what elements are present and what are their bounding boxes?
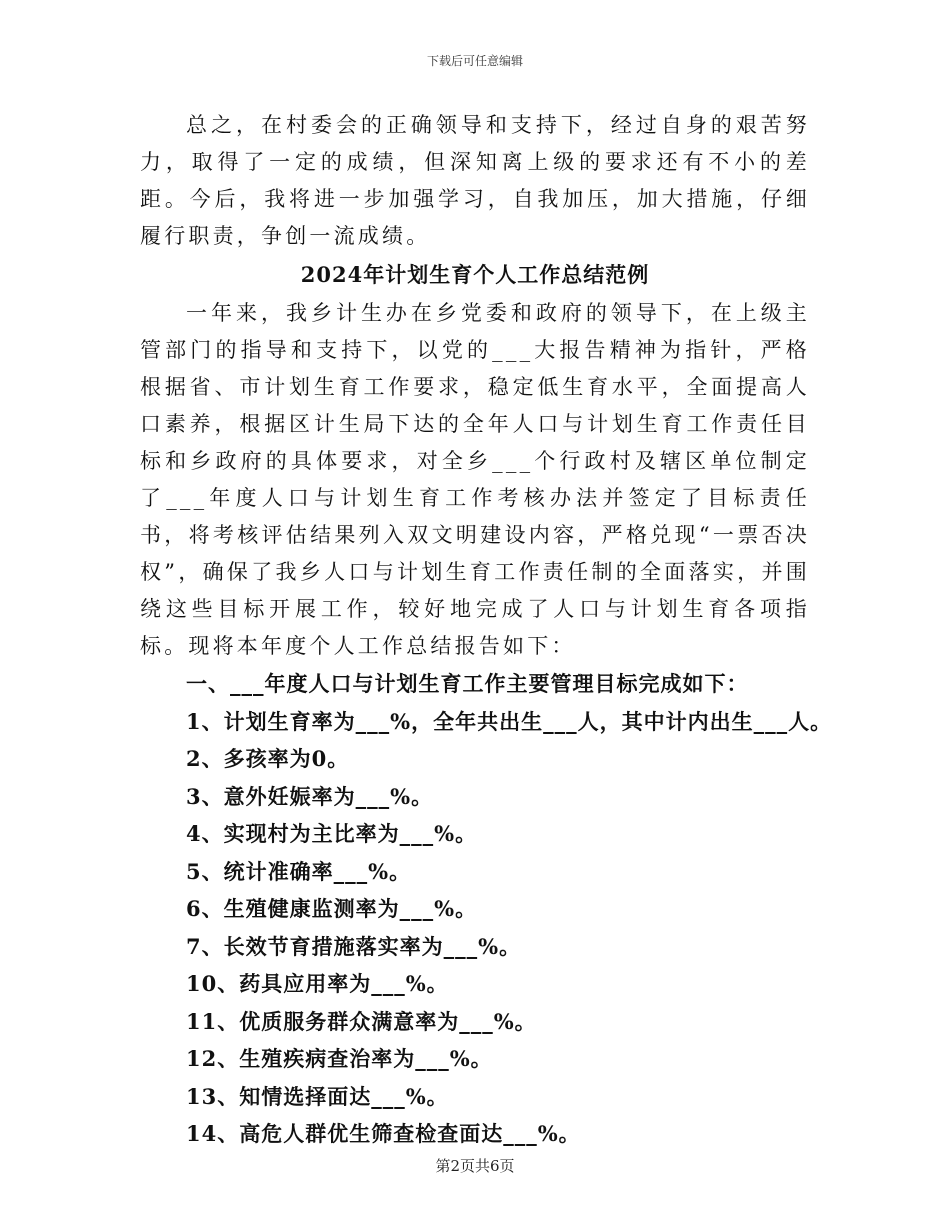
list-item: 10、药具应用率为___%。 <box>186 971 449 996</box>
document-title: 2024年计划生育个人工作总结范例 <box>300 262 650 287</box>
list-item: 4、实现村为主比率为___%。 <box>186 821 478 846</box>
list-item: 1、计划生育率为___%，全年共出生___人，其中计内出生___人。 <box>186 708 833 734</box>
list-item: 2、多孩率为0。 <box>186 746 350 771</box>
intro-paragraph: 一年来，我乡计生办在乡党委和政府的领导下，在上级主管部门的指导和支持下，以党的___大报告精神为指针，严格根据省、市计划生育工作要求，稳定低生育水平，全面提高人口素养，根据区计生局下达的全年人口与计划生育工作责任目标和乡政府的具体要求，对全乡___个行政村及辖区单位制定了___年度人口与计划生育工作考核办法并签定了目标责任书，将考核评估结果列入双文明建设内容，严格兑现“一票否决权”，确保了我乡人口与计划生育工作责任制的全面落实，并围绕这些目标开展工作，较好地完成了人口与计划生育各项指标。现将本年度个人工作总结报告如下： <box>140 301 810 658</box>
list-item: 6、生殖健康监测率为___%。 <box>186 896 478 921</box>
section-heading: 一、___年度人口与计划生育工作主要管理目标完成如下： <box>186 671 749 696</box>
page-footer: 第2页共6页 <box>435 1157 515 1175</box>
list-item: 11、优质服务群众满意率为___%。 <box>186 1008 537 1034</box>
list-item: 13、知情选择面达___%。 <box>186 1083 449 1109</box>
list-item: 14、高危人群优生筛查检查面达___%。 <box>186 1121 581 1146</box>
document-body <box>140 107 833 1153</box>
closing-paragraph: 总之，在村委会的正确领导和支持下，经过自身的艰苦努力，取得了一定的成绩，但深知离上级的要求还有不小的差距。今后，我将进一步加强学习，自我加压，加大措施，仔细履行职责，争创一流成绩。 <box>140 113 810 248</box>
list-item: 5、统计准确率___%。 <box>186 858 412 884</box>
list-item: 7、长效节育措施落实率为___%。 <box>186 933 522 959</box>
list-item: 3、意外妊娠率为___%。 <box>186 783 434 809</box>
page-header: 下载后可任意编辑 <box>426 54 523 68</box>
list-item: 12、生殖疾病查治率为___%。 <box>186 1046 493 1071</box>
